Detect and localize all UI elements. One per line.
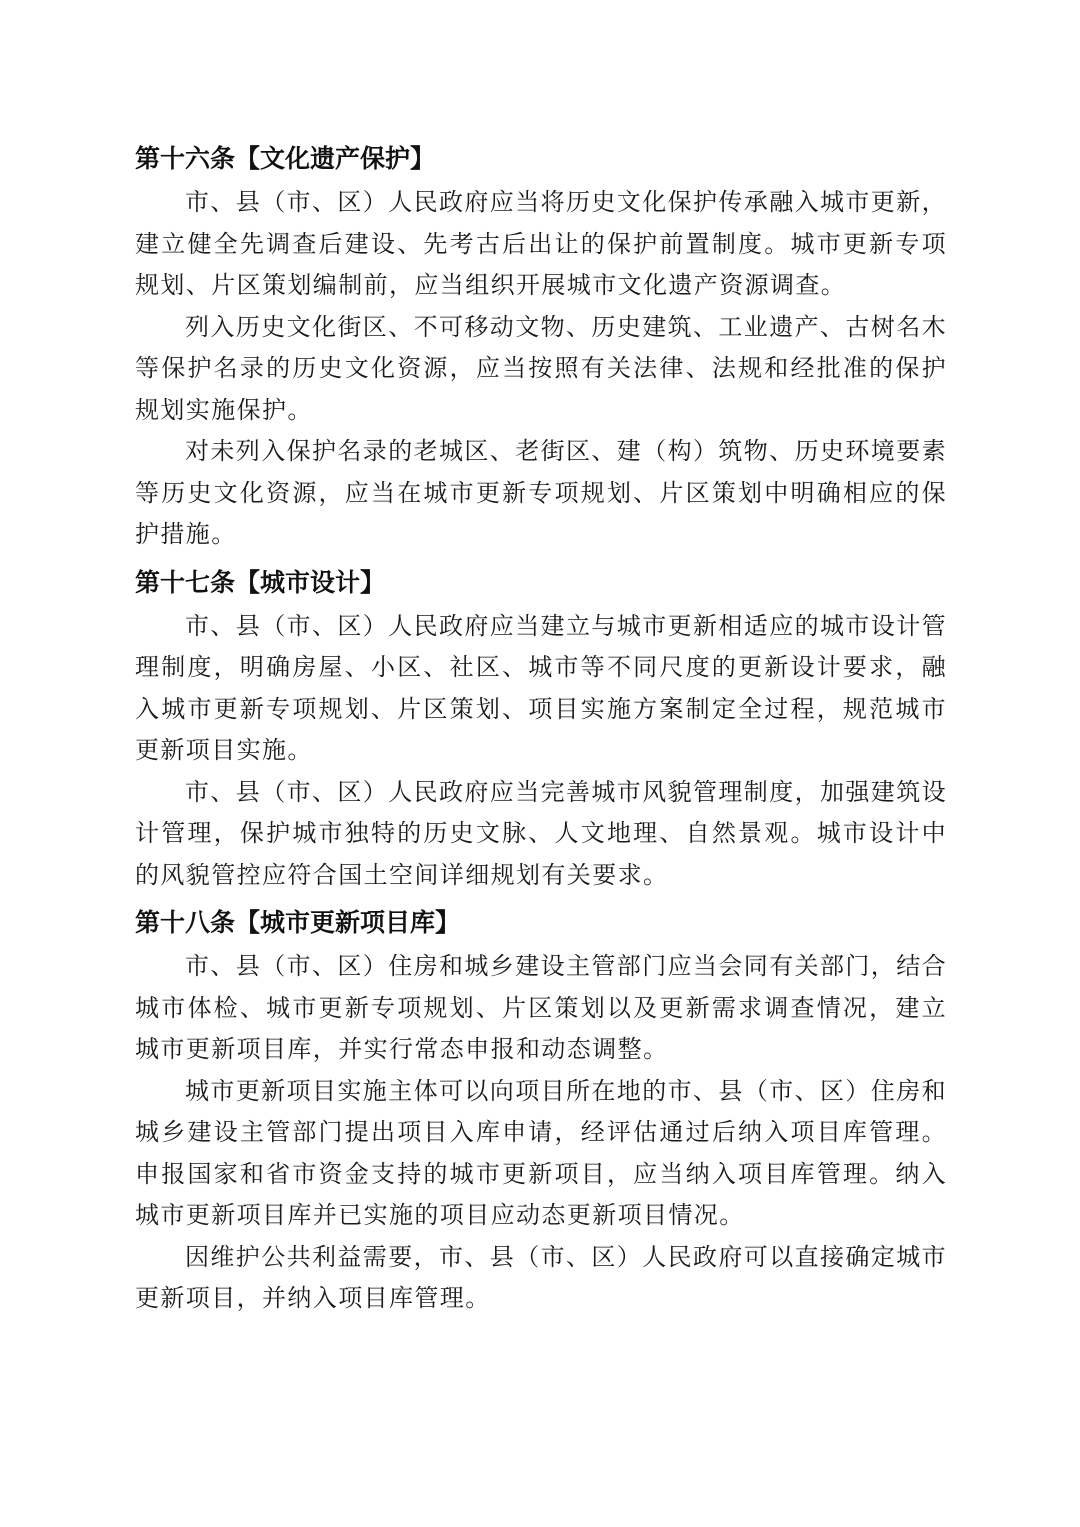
article-17-paragraph-1: 市、县（市、区）人民政府应当建立与城市更新相适应的城市设计管理制度，明确房屋、小区、社区、城市等不同尺度的更新设计要求，融入城市更新专项规划、片区策划、项目实施方案制定全过程，规范城市更新项目实施。 xyxy=(135,611,947,764)
article-18-heading: 第十八条【城市更新项目库】 xyxy=(135,908,461,937)
document-body xyxy=(135,138,947,1320)
article-16-paragraph-2: 列入历史文化街区、不可移动文物、历史建筑、工业遗产、古树名木等保护名录的历史文化资源，应当按照有关法律、法规和经批准的保护规划实施保护。 xyxy=(135,312,947,424)
article-16-heading: 第十六条【文化遗产保护】 xyxy=(135,144,436,173)
article-16-paragraph-3: 对未列入保护名录的老城区、老街区、建（构）筑物、历史环境要素等历史文化资源，应当在城市更新专项规划、片区策划中明确相应的保护措施。 xyxy=(135,437,947,548)
article-18-paragraph-2: 城市更新项目实施主体可以向项目所在地的市、县（市、区）住房和城乡建设主管部门提出项目入库申请，经评估通过后纳入项目库管理。申报国家和省市资金支持的城市更新项目，应当纳入项目库管理。纳入城市更新项目库并已实施的项目应动态更新项目情况。 xyxy=(135,1076,947,1229)
article-18-paragraph-3: 因维护公共利益需要，市、县（市、区）人民政府可以直接确定城市更新项目，并纳入项目库管理。 xyxy=(135,1242,947,1312)
article-17-heading: 第十七条【城市设计】 xyxy=(135,567,386,597)
article-16-paragraph-1: 市、县（市、区）人民政府应当将历史文化保护传承融入城市更新，建立健全先调查后建设、先考古后出让的保护前置制度。城市更新专项规划、片区策划编制前，应当组织开展城市文化遗产资源调查。 xyxy=(135,188,947,299)
article-17-paragraph-2: 市、县（市、区）人民政府应当完善城市风貌管理制度，加强建筑设计管理，保护城市独特的历史文脉、人文地理、自然景观。城市设计中的风貌管控应符合国土空间详细规划有关要求。 xyxy=(135,777,947,889)
article-18-paragraph-1: 市、县（市、区）住房和城乡建设主管部门应当会同有关部门，结合城市体检、城市更新专项规划、片区策划以及更新需求调查情况，建立城市更新项目库，并实行常态申报和动态调整。 xyxy=(135,952,947,1063)
